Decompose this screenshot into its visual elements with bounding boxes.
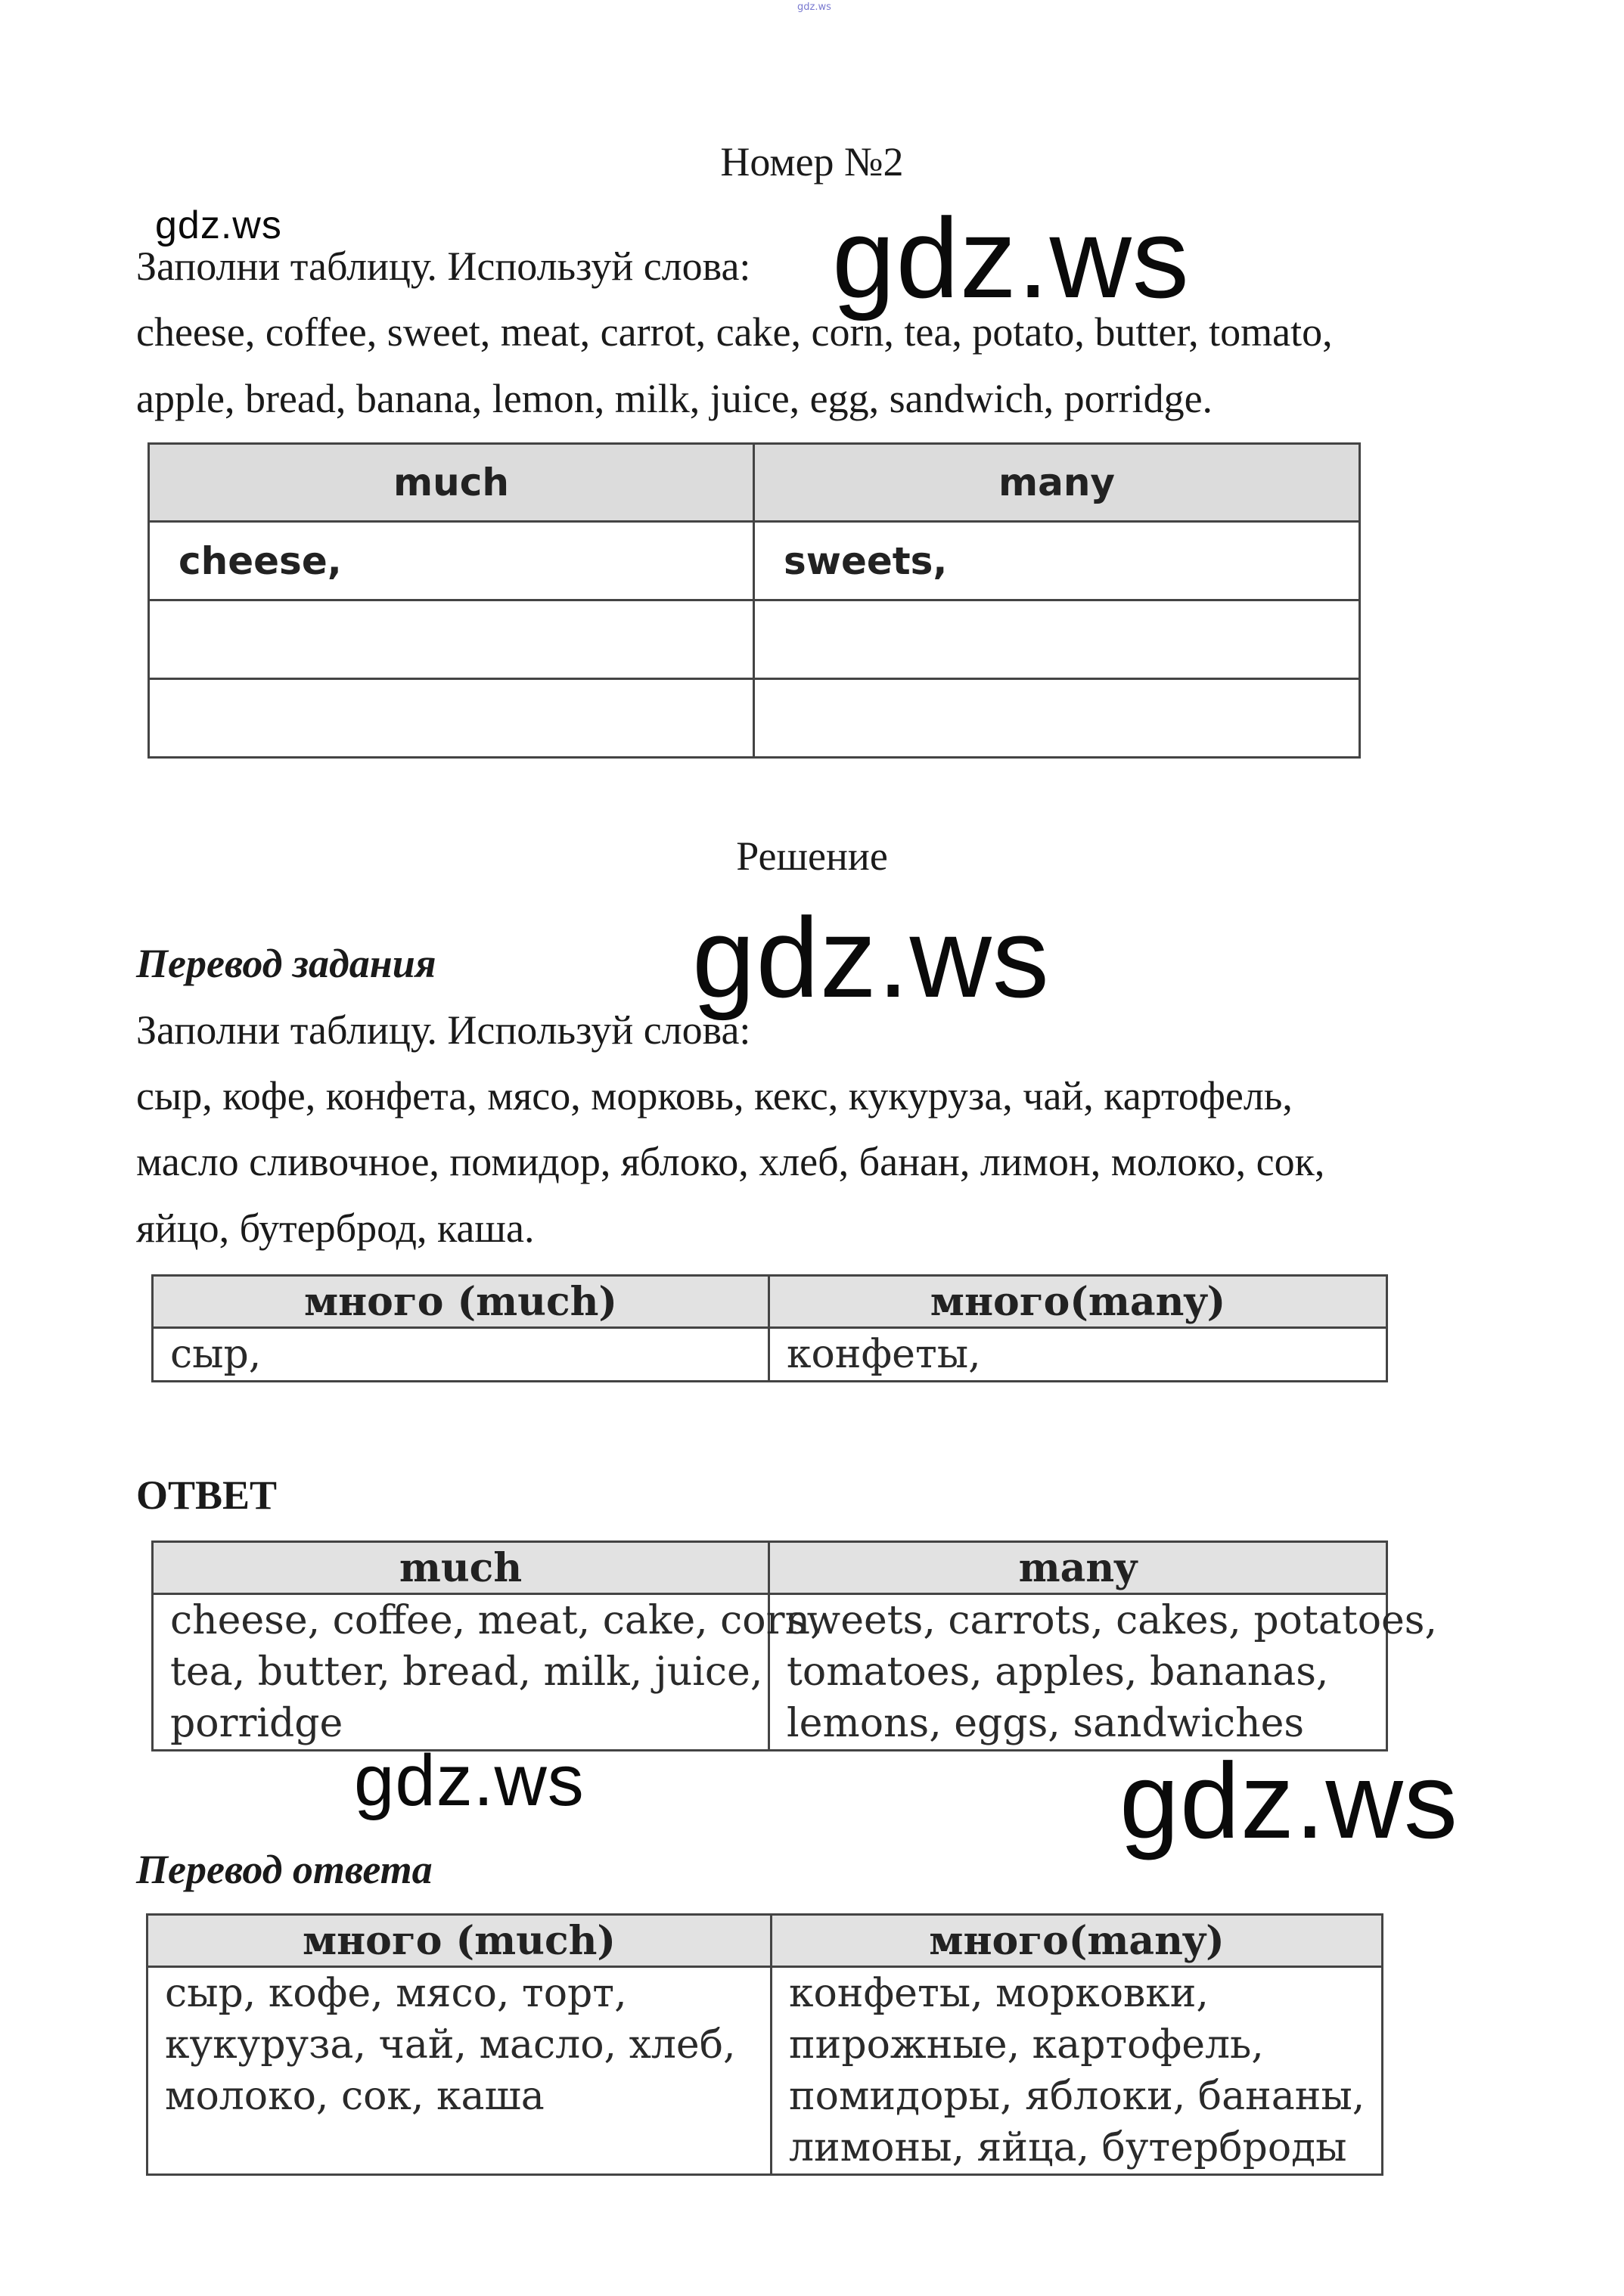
answer-translation-table bbox=[146, 1913, 1383, 2176]
table-cell-many bbox=[772, 1967, 1383, 2175]
cell-line: tea, butter, bread, milk, juice, bbox=[170, 1649, 763, 1695]
table-row bbox=[149, 600, 1360, 679]
task-words-line-1: cheese, coffee, sweet, meat, carrot, cake, corn, tea, potato, butter, tomato, bbox=[136, 309, 1333, 355]
header-many: many bbox=[769, 1542, 1387, 1594]
translation-line-1: сыр, кофе, конфета, мясо, морковь, кекс, кукуруза, чай, картофель, bbox=[136, 1073, 1293, 1119]
header-many: many bbox=[754, 444, 1360, 522]
translation-line-3: яйцо, бутерброд, каша. bbox=[136, 1205, 535, 1251]
table-cell-much bbox=[147, 1967, 772, 2175]
watermark-large-middle: gdz.ws bbox=[692, 894, 1050, 1021]
header-much-ru: много (much) bbox=[153, 1276, 769, 1328]
table-cell: конфеты, bbox=[769, 1328, 1387, 1382]
cell-line: cheese, coffee, meat, cake, corn, bbox=[170, 1598, 823, 1643]
table-cell bbox=[149, 600, 754, 679]
table-row bbox=[149, 679, 1360, 758]
table-row bbox=[153, 1328, 1387, 1382]
cell-line: sweets, carrots, cakes, potatoes, bbox=[787, 1598, 1438, 1643]
task-instruction: Заполни таблицу. Используй слова: bbox=[136, 244, 751, 289]
header-much: much bbox=[149, 444, 754, 522]
header-much: much bbox=[153, 1542, 769, 1594]
top-watermark-mark: gdz.ws bbox=[797, 2, 831, 13]
cell-line: tomatoes, apples, bananas, bbox=[787, 1649, 1329, 1695]
translation-table bbox=[151, 1274, 1388, 1382]
task-table bbox=[147, 442, 1361, 759]
watermark-small: gdz.ws bbox=[155, 203, 282, 247]
cell-line: пирожные, картофель, bbox=[789, 2022, 1264, 2068]
header-much-ru: много (much) bbox=[147, 1915, 772, 1967]
table-cell: cheese, bbox=[149, 522, 754, 600]
solution-title: Решение bbox=[736, 833, 888, 879]
cell-line: porridge bbox=[170, 1701, 343, 1746]
cell-line: лимоны, яйца, бутерброды bbox=[789, 2125, 1347, 2170]
cell-line: помидоры, яблоки, бананы, bbox=[789, 2074, 1365, 2119]
table-cell: sweets, bbox=[754, 522, 1360, 600]
watermark-answer-left: gdz.ws bbox=[354, 1740, 585, 1821]
table-cell: сыр, bbox=[153, 1328, 769, 1382]
watermark-large-top: gdz.ws bbox=[832, 194, 1190, 321]
watermark-answer-right: gdz.ws bbox=[1119, 1741, 1458, 1861]
cell-line: конфеты, морковки, bbox=[789, 1971, 1209, 2016]
answer-translation-heading: Перевод ответа bbox=[136, 1847, 433, 1892]
answer-heading: ОТВЕТ bbox=[136, 1472, 278, 1518]
cell-line: кукуруза, чай, масло, хлеб, bbox=[165, 2022, 736, 2068]
header-many-ru: много(many) bbox=[769, 1276, 1387, 1328]
table-cell bbox=[754, 600, 1360, 679]
table-row bbox=[147, 1967, 1383, 2175]
cell-line: молоко, сок, каша bbox=[165, 2074, 545, 2119]
table-cell bbox=[754, 679, 1360, 758]
table-header-row bbox=[147, 1915, 1383, 1967]
answer-table bbox=[151, 1540, 1438, 1751]
page-title: Номер №2 bbox=[720, 139, 904, 185]
cell-line: сыр, кофе, мясо, торт, bbox=[165, 1971, 627, 2016]
translation-instruction: Заполни таблицу. Используй слова: bbox=[136, 1007, 751, 1053]
table-header-row bbox=[149, 444, 1360, 522]
table-row bbox=[153, 1594, 1387, 1751]
cell-line: lemons, eggs, sandwiches bbox=[787, 1701, 1305, 1746]
translation-line-2: масло сливочное, помидор, яблоко, хлеб, банан, лимон, молоко, сок, bbox=[136, 1139, 1325, 1184]
task-words-line-2: apple, bread, banana, lemon, milk, juice, egg, sandwich, porridge. bbox=[136, 376, 1213, 421]
translation-heading: Перевод задания bbox=[136, 941, 436, 986]
table-header-row bbox=[153, 1542, 1387, 1594]
table-header-row bbox=[153, 1276, 1387, 1328]
header-many-ru: много(many) bbox=[772, 1915, 1383, 1967]
table-cell bbox=[149, 679, 754, 758]
table-cell-much bbox=[153, 1594, 823, 1751]
table-row bbox=[149, 522, 1360, 600]
table-cell-many bbox=[769, 1594, 1438, 1751]
